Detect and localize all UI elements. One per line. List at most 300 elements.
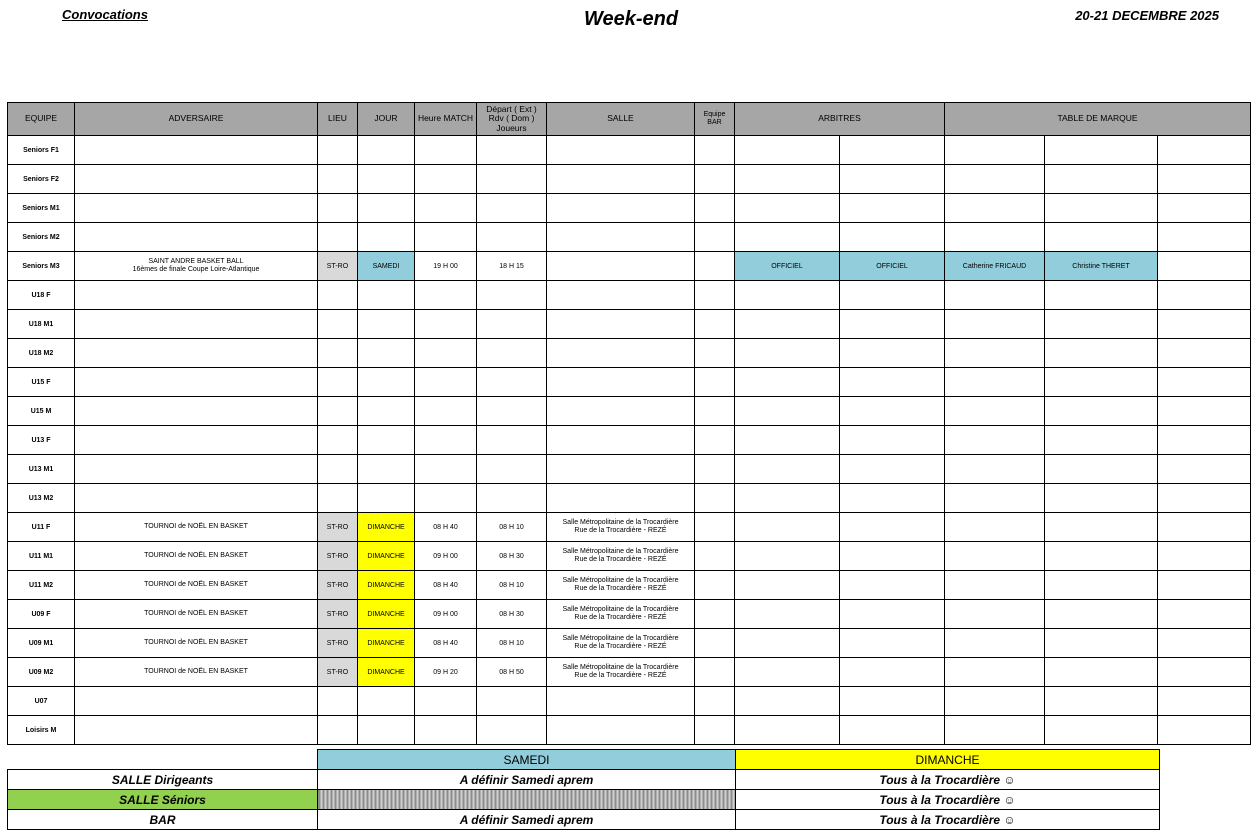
adversaire-cell	[75, 716, 318, 745]
arbitre-2-cell	[840, 426, 945, 455]
jour-cell: DIMANCHE	[358, 571, 415, 600]
table-marque-3-cell	[1158, 658, 1251, 687]
salle-cell	[547, 136, 695, 165]
heure-cell: 19 H 00	[415, 252, 477, 281]
adversaire-cell	[75, 194, 318, 223]
team-cell: U11 F	[8, 513, 75, 542]
salle-cell	[547, 687, 695, 716]
depart-cell: 08 H 10	[477, 513, 547, 542]
arbitre-2-cell	[840, 716, 945, 745]
table-row	[8, 165, 1251, 194]
equipe-bar-cell	[695, 252, 735, 281]
salle-line2: Rue de la Trocardière - REZÉ	[574, 527, 667, 534]
heure-cell	[415, 484, 477, 513]
depart-cell: 18 H 15	[477, 252, 547, 281]
arbitre-2-cell	[840, 629, 945, 658]
arbitre-2-cell	[840, 600, 945, 629]
table-marque-2-cell	[1045, 513, 1158, 542]
equipe-bar-cell	[695, 484, 735, 513]
arbitre-1-cell	[735, 223, 840, 252]
table-marque-1-cell	[945, 165, 1045, 194]
adversaire-cell	[75, 339, 318, 368]
team-cell: U11 M1	[8, 542, 75, 571]
table-marque-2-cell	[1045, 571, 1158, 600]
arbitre-2-cell	[840, 310, 945, 339]
salle-line1: Salle Métropolitaine de la Trocardière	[562, 518, 679, 526]
adversaire-line2: 16èmes de finale Coupe Loire-Atlantique	[132, 266, 260, 273]
jour-cell	[358, 397, 415, 426]
jour-cell: DIMANCHE	[358, 600, 415, 629]
arbitre-2-cell	[840, 687, 945, 716]
heure-cell	[415, 136, 477, 165]
arbitre-2-cell	[840, 484, 945, 513]
salle-cell	[547, 455, 695, 484]
equipe-bar-cell	[695, 513, 735, 542]
adversaire-cell	[75, 687, 318, 716]
equipe-bar-cell	[695, 629, 735, 658]
table-marque-2-cell	[1045, 281, 1158, 310]
summary-dimanche-value: Tous à la Trocardière ☺	[736, 810, 1160, 830]
table-marque-1-cell	[945, 716, 1045, 745]
lieu-cell	[318, 223, 358, 252]
depart-cell	[477, 281, 547, 310]
arbitre-1-cell	[735, 716, 840, 745]
lieu-cell	[318, 397, 358, 426]
lieu-cell	[318, 310, 358, 339]
adversaire-line1: TOURNOI de NOËL EN BASKET	[144, 667, 248, 675]
salle-cell	[547, 339, 695, 368]
depart-cell	[477, 194, 547, 223]
table-row	[8, 658, 1251, 687]
arbitre-1-cell	[735, 136, 840, 165]
arbitre-1-cell	[735, 687, 840, 716]
jour-cell	[358, 310, 415, 339]
heure-cell	[415, 223, 477, 252]
table-marque-1-cell	[945, 484, 1045, 513]
table-marque-3-cell	[1158, 339, 1251, 368]
table-marque-3-cell	[1158, 687, 1251, 716]
table-marque-1-cell	[945, 194, 1045, 223]
table-marque-3-cell	[1158, 716, 1251, 745]
summary-row	[8, 790, 1160, 810]
adversaire-cell	[75, 484, 318, 513]
team-cell: U18 M2	[8, 339, 75, 368]
table-marque-2-cell	[1045, 658, 1158, 687]
col-depart-line2: Rdv ( Dom )	[488, 113, 535, 124]
salle-cell	[547, 368, 695, 397]
table-marque-1-cell	[945, 455, 1045, 484]
depart-cell	[477, 687, 547, 716]
table-marque-3-cell	[1158, 165, 1251, 194]
lieu-cell: ST-RO	[318, 252, 358, 281]
arbitre-1-cell	[735, 484, 840, 513]
arbitre-1-cell	[735, 310, 840, 339]
table-row	[8, 136, 1251, 165]
table-marque-2-cell	[1045, 484, 1158, 513]
salle-cell	[547, 281, 695, 310]
arbitre-1-cell	[735, 426, 840, 455]
equipe-bar-cell	[695, 368, 735, 397]
page-title: Week-end	[584, 8, 679, 30]
table-marque-3-cell	[1158, 455, 1251, 484]
salle-line2: Rue de la Trocardière - REZÉ	[574, 614, 667, 621]
arbitre-1-cell	[735, 571, 840, 600]
convocations-title: Convocations	[62, 7, 148, 22]
heure-cell	[415, 194, 477, 223]
salle-line1: Salle Métropolitaine de la Trocardière	[562, 547, 679, 555]
heure-cell	[415, 339, 477, 368]
summary-label: BAR	[8, 810, 318, 830]
adversaire-line1: TOURNOI de NOËL EN BASKET	[144, 580, 248, 588]
col-depart-line3: Joueurs	[496, 122, 527, 133]
arbitre-1-cell	[735, 455, 840, 484]
table-marque-1-cell	[945, 426, 1045, 455]
depart-cell	[477, 368, 547, 397]
summary-samedi-value: A définir Samedi aprem	[318, 810, 736, 830]
table-marque-1-cell	[945, 339, 1045, 368]
depart-cell	[477, 136, 547, 165]
depart-cell: 08 H 10	[477, 571, 547, 600]
summary-samedi-header: SAMEDI	[318, 750, 736, 770]
lieu-cell: ST-RO	[318, 600, 358, 629]
table-marque-1-cell	[945, 136, 1045, 165]
summary-dimanche-value: Tous à la Trocardière ☺	[736, 770, 1160, 790]
heure-cell	[415, 455, 477, 484]
table-row	[8, 455, 1251, 484]
table-marque-3-cell	[1158, 252, 1251, 281]
adversaire-cell	[75, 600, 318, 629]
table-marque-3-cell	[1158, 368, 1251, 397]
table-marque-2-cell	[1045, 194, 1158, 223]
table-header-row	[8, 103, 1251, 136]
jour-cell	[358, 716, 415, 745]
table-marque-2-cell	[1045, 687, 1158, 716]
table-row	[8, 252, 1251, 281]
jour-cell: SAMEDI	[358, 252, 415, 281]
table-marque-3-cell	[1158, 571, 1251, 600]
salle-line1: Salle Métropolitaine de la Trocardière	[562, 634, 679, 642]
jour-cell	[358, 165, 415, 194]
team-cell: Loisirs M	[8, 716, 75, 745]
depart-cell	[477, 484, 547, 513]
table-marque-2-cell	[1045, 600, 1158, 629]
heure-cell	[415, 716, 477, 745]
heure-cell	[415, 426, 477, 455]
table-marque-1-cell	[945, 397, 1045, 426]
table-marque-3-cell	[1158, 600, 1251, 629]
table-marque-3-cell	[1158, 223, 1251, 252]
col-equipe-bar	[695, 103, 735, 136]
adversaire-line1: SAINT ANDRE BASKET BALL	[148, 257, 244, 265]
arbitre-1-cell	[735, 658, 840, 687]
summary-samedi-value: A définir Samedi aprem	[318, 770, 736, 790]
equipe-bar-cell	[695, 281, 735, 310]
equipe-bar-cell	[695, 600, 735, 629]
heure-cell	[415, 368, 477, 397]
equipe-bar-cell	[695, 455, 735, 484]
arbitre-2-cell	[840, 397, 945, 426]
col-depart-line1: Départ ( Ext )	[486, 103, 537, 114]
col-arbitres: ARBITRES	[735, 103, 945, 136]
salle-line2: Rue de la Trocardière - REZÉ	[574, 556, 667, 563]
table-marque-2-cell	[1045, 368, 1158, 397]
table-marque-1-cell	[945, 687, 1045, 716]
salle-cell	[547, 397, 695, 426]
equipe-bar-cell	[695, 136, 735, 165]
jour-cell	[358, 281, 415, 310]
lieu-cell: ST-RO	[318, 513, 358, 542]
table-row	[8, 687, 1251, 716]
equipe-bar-cell	[695, 223, 735, 252]
col-jour: JOUR	[358, 103, 415, 136]
table-marque-3-cell	[1158, 513, 1251, 542]
table-marque-2-cell	[1045, 136, 1158, 165]
table-marque-2-cell	[1045, 542, 1158, 571]
salle-cell	[547, 542, 695, 571]
equipe-bar-cell	[695, 426, 735, 455]
adversaire-cell	[75, 223, 318, 252]
jour-cell	[358, 136, 415, 165]
team-cell: U18 F	[8, 281, 75, 310]
summary-samedi-value	[318, 790, 736, 810]
equipe-bar-cell	[695, 194, 735, 223]
depart-cell	[477, 223, 547, 252]
table-row	[8, 223, 1251, 252]
table-row	[8, 397, 1251, 426]
salle-line2: Rue de la Trocardière - REZÉ	[574, 585, 667, 592]
salle-cell	[547, 252, 695, 281]
adversaire-cell	[75, 513, 318, 542]
lieu-cell	[318, 194, 358, 223]
summary-blank-cell	[8, 750, 318, 770]
salle-cell	[547, 484, 695, 513]
team-cell: U09 M1	[8, 629, 75, 658]
col-table-de-marque: TABLE DE MARQUE	[945, 103, 1251, 136]
table-row	[8, 281, 1251, 310]
adversaire-cell	[75, 397, 318, 426]
equipe-bar-cell	[695, 310, 735, 339]
col-salle: SALLE	[547, 103, 695, 136]
arbitre-2-cell	[840, 658, 945, 687]
adversaire-line1: TOURNOI de NOËL EN BASKET	[144, 551, 248, 559]
lieu-cell	[318, 484, 358, 513]
col-depart	[477, 103, 547, 136]
team-cell: Seniors M1	[8, 194, 75, 223]
team-cell: U11 M2	[8, 571, 75, 600]
arbitre-2-cell	[840, 455, 945, 484]
lieu-cell	[318, 136, 358, 165]
table-row	[8, 629, 1251, 658]
salle-cell	[547, 629, 695, 658]
heure-cell: 08 H 40	[415, 629, 477, 658]
arbitre-2-cell	[840, 136, 945, 165]
heure-cell: 09 H 00	[415, 542, 477, 571]
table-marque-3-cell	[1158, 136, 1251, 165]
arbitre-2-cell: OFFICIEL	[840, 252, 945, 281]
jour-cell	[358, 368, 415, 397]
team-cell: U15 M	[8, 397, 75, 426]
arbitre-2-cell	[840, 281, 945, 310]
table-row	[8, 513, 1251, 542]
table-row	[8, 600, 1251, 629]
arbitre-2-cell	[840, 513, 945, 542]
salle-line1: Salle Métropolitaine de la Trocardière	[562, 576, 679, 584]
adversaire-cell	[75, 629, 318, 658]
arbitre-2-cell	[840, 339, 945, 368]
arbitre-1-cell	[735, 194, 840, 223]
adversaire-cell	[75, 426, 318, 455]
table-marque-1-cell	[945, 629, 1045, 658]
arbitre-1-cell	[735, 165, 840, 194]
table-marque-1-cell	[945, 542, 1045, 571]
lieu-cell	[318, 687, 358, 716]
salle-line2: Rue de la Trocardière - REZÉ	[574, 643, 667, 650]
summary-label: SALLE Séniors	[8, 790, 318, 810]
lieu-cell	[318, 455, 358, 484]
jour-cell	[358, 339, 415, 368]
jour-cell	[358, 223, 415, 252]
lieu-cell: ST-RO	[318, 571, 358, 600]
table-marque-3-cell	[1158, 629, 1251, 658]
arbitre-1-cell	[735, 368, 840, 397]
col-lieu: LIEU	[318, 103, 358, 136]
arbitre-2-cell	[840, 194, 945, 223]
jour-cell	[358, 484, 415, 513]
arbitre-2-cell	[840, 571, 945, 600]
jour-cell	[358, 455, 415, 484]
salle-line2: Rue de la Trocardière - REZÉ	[574, 672, 667, 679]
table-marque-1-cell	[945, 658, 1045, 687]
table-marque-1-cell	[945, 513, 1045, 542]
table-marque-2-cell	[1045, 339, 1158, 368]
heure-cell	[415, 397, 477, 426]
table-marque-3-cell	[1158, 194, 1251, 223]
salle-cell	[547, 310, 695, 339]
salle-cell	[547, 571, 695, 600]
jour-cell	[358, 194, 415, 223]
summary-dimanche-value: Tous à la Trocardière ☺	[736, 790, 1160, 810]
team-cell: U09 M2	[8, 658, 75, 687]
salle-cell	[547, 194, 695, 223]
table-marque-2-cell	[1045, 310, 1158, 339]
summary-dimanche-header: DIMANCHE	[736, 750, 1160, 770]
arbitre-1-cell	[735, 600, 840, 629]
equipe-bar-cell	[695, 571, 735, 600]
table-row	[8, 426, 1251, 455]
salle-cell	[547, 658, 695, 687]
salle-cell	[547, 600, 695, 629]
depart-cell	[477, 455, 547, 484]
table-marque-2-cell	[1045, 455, 1158, 484]
depart-cell: 08 H 10	[477, 629, 547, 658]
equipe-bar-cell	[695, 542, 735, 571]
lieu-cell	[318, 426, 358, 455]
salle-cell	[547, 426, 695, 455]
adversaire-cell	[75, 542, 318, 571]
table-marque-1-cell	[945, 310, 1045, 339]
team-cell: U13 F	[8, 426, 75, 455]
equipe-bar-cell	[695, 716, 735, 745]
heure-cell: 09 H 20	[415, 658, 477, 687]
lieu-cell	[318, 716, 358, 745]
table-marque-2-cell	[1045, 397, 1158, 426]
lieu-cell	[318, 339, 358, 368]
team-cell: U18 M1	[8, 310, 75, 339]
heure-cell: 08 H 40	[415, 513, 477, 542]
adversaire-cell	[75, 310, 318, 339]
table-row	[8, 716, 1251, 745]
team-cell: U09 F	[8, 600, 75, 629]
table-row	[8, 542, 1251, 571]
depart-cell: 08 H 30	[477, 542, 547, 571]
lieu-cell: ST-RO	[318, 629, 358, 658]
team-cell: Seniors F2	[8, 165, 75, 194]
depart-cell	[477, 165, 547, 194]
summary-table	[7, 749, 1160, 830]
heure-cell	[415, 165, 477, 194]
arbitre-2-cell	[840, 368, 945, 397]
arbitre-1-cell	[735, 397, 840, 426]
salle-cell	[547, 223, 695, 252]
arbitre-2-cell	[840, 542, 945, 571]
arbitre-1-cell	[735, 629, 840, 658]
jour-cell	[358, 426, 415, 455]
convocations-table	[7, 102, 1251, 745]
table-marque-1-cell	[945, 368, 1045, 397]
table-marque-2-cell	[1045, 426, 1158, 455]
col-equipe: EQUIPE	[8, 103, 75, 136]
table-marque-3-cell	[1158, 542, 1251, 571]
depart-cell	[477, 716, 547, 745]
date-range: 20-21 DECEMBRE 2025	[1075, 8, 1219, 23]
lieu-cell	[318, 165, 358, 194]
heure-cell: 08 H 40	[415, 571, 477, 600]
table-marque-2-cell: Christine THERET	[1045, 252, 1158, 281]
salle-cell	[547, 716, 695, 745]
jour-cell: DIMANCHE	[358, 629, 415, 658]
table-row	[8, 310, 1251, 339]
jour-cell: DIMANCHE	[358, 513, 415, 542]
table-marque-1-cell	[945, 571, 1045, 600]
lieu-cell	[318, 368, 358, 397]
summary-row	[8, 810, 1160, 830]
team-cell: Seniors M3	[8, 252, 75, 281]
jour-cell: DIMANCHE	[358, 658, 415, 687]
table-row	[8, 194, 1251, 223]
table-marque-2-cell	[1045, 629, 1158, 658]
equipe-bar-cell	[695, 397, 735, 426]
depart-cell: 08 H 50	[477, 658, 547, 687]
table-marque-1-cell	[945, 281, 1045, 310]
lieu-cell: ST-RO	[318, 658, 358, 687]
table-marque-3-cell	[1158, 310, 1251, 339]
table-row	[8, 339, 1251, 368]
team-cell: U07	[8, 687, 75, 716]
team-cell: Seniors F1	[8, 136, 75, 165]
depart-cell	[477, 426, 547, 455]
adversaire-line1: TOURNOI de NOËL EN BASKET	[144, 638, 248, 646]
heure-cell: 09 H 00	[415, 600, 477, 629]
arbitre-1-cell	[735, 513, 840, 542]
adversaire-cell	[75, 455, 318, 484]
heure-cell	[415, 687, 477, 716]
arbitre-1-cell: OFFICIEL	[735, 252, 840, 281]
team-cell: U13 M1	[8, 455, 75, 484]
salle-cell	[547, 513, 695, 542]
col-equipe-bar-line2: BAR	[707, 119, 722, 126]
jour-cell: DIMANCHE	[358, 542, 415, 571]
depart-cell: 08 H 30	[477, 600, 547, 629]
